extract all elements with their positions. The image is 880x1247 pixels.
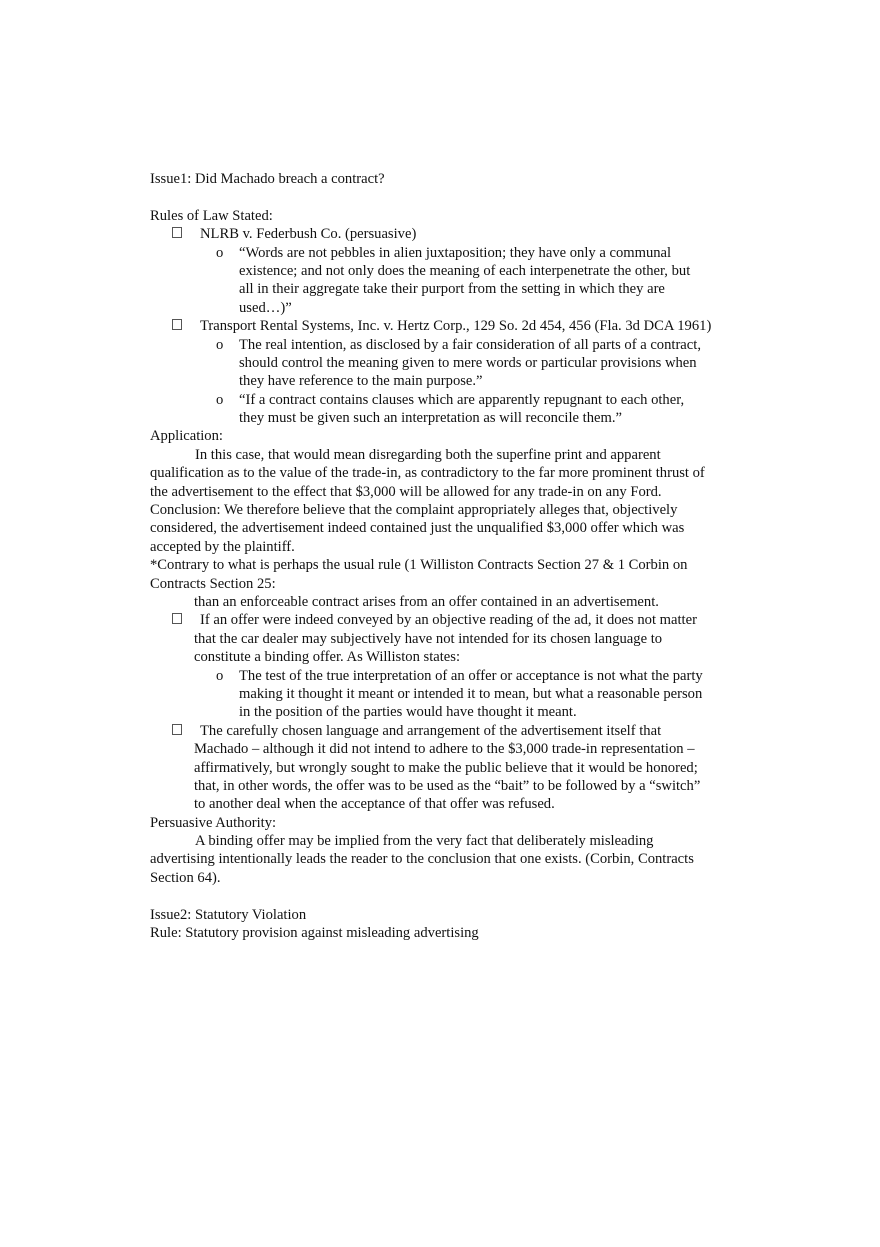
language-point-cont: affirmatively, but wrongly sought to make the public believe that it would be honored; [194,759,698,776]
williston-quote-cont: making it thought it meant or intended it to mean, but what a reasonable person [239,685,703,702]
o-bullet: o [216,336,224,353]
language-point: The carefully chosen language and arrangement of the advertisement itself that [150,722,720,740]
document-body [150,170,720,942]
contrary-text: Contracts Section 25: [150,575,276,592]
nlrb-quote: o “Words are not pebbles in alien juxtaposition; they have only a communal [216,244,672,261]
application-text: the advertisement to the effect that $3,000 will be allowed for any trade-in on any Ford. [150,483,662,500]
nlrb-quote-cont: existence; and not only does the meaning of each interpenetrate the other, but [239,262,691,279]
persuasive-text: advertising intentionally leads the reader to the conclusion that one exists. (Corbin, Contracts [150,851,694,868]
square-bullet-icon [172,317,182,335]
application-heading: Application: [150,428,223,445]
square-bullet-icon [172,225,182,243]
transport-quote-b: o “If a contract contains clauses which are apparently repugnant to each other, [216,391,685,408]
offer-point-cont: that the car dealer may subjectively have not intended for its chosen language to [194,630,663,647]
language-point-cont: Machado – although it did not intend to adhere to the $3,000 trade-in representation – [194,741,695,758]
language-point-cont: to another deal when the acceptance of that offer was refused. [194,796,555,813]
rule2-text: Rule: Statutory provision against misleading advertising [150,925,479,942]
williston-quote: o The test of the true interpretation of an offer or acceptance is not what the party [216,667,703,684]
persuasive-heading: Persuasive Authority: [150,814,277,831]
conclusion-text: Conclusion: We therefore believe that the complaint appropriately alleges that, objectively [150,502,678,519]
rule-transport: Transport Rental Systems, Inc. v. Hertz Corp., 129 So. 2d 454, 456 (Fla. 3d DCA 1961) [150,317,720,335]
nlrb-quote-cont: used…)” [239,299,292,316]
offer-point-cont: constitute a binding offer. As Williston states: [194,649,460,666]
transport-quote-a-cont: they have reference to the main purpose.” [239,373,483,390]
square-bullet-icon [172,722,182,740]
transport-quote-a-cont: should control the meaning given to mere words or particular provisions when [239,354,697,371]
persuasive-text: A binding offer may be implied from the very fact that deliberately misleading [195,833,654,850]
o-bullet: o [216,244,224,261]
persuasive-text: Section 64). [150,869,221,886]
application-text: In this case, that would mean disregarding both the superfine print and apparent [195,446,661,463]
conclusion-text: considered, the advertisement indeed contained just the unqualified $3,000 offer which was [150,520,685,537]
rule-nlrb: NLRB v. Federbush Co. (persuasive) [150,225,720,243]
offer-point: If an offer were indeed conveyed by an objective reading of the ad, it does not matter [150,611,720,629]
o-bullet: o [216,667,224,684]
issue1-heading: Issue1: Did Machado breach a contract? [150,171,385,187]
square-bullet-icon [172,611,182,629]
transport-quote-b-cont: they must be given such an interpretation as will reconcile them.” [239,410,622,427]
application-text: qualification as to the value of the trade-in, as contradictory to the far more prominent thrust of [150,465,705,482]
conclusion-text: accepted by the plaintiff. [150,538,295,555]
rules-heading: Rules of Law Stated: [150,207,273,224]
o-bullet: o [216,391,224,408]
transport-quote-a: o The real intention, as disclosed by a fair consideration of all parts of a contract, [216,336,701,353]
contrary-text: than an enforceable contract arises from an offer contained in an advertisement. [194,593,659,610]
spacer [150,188,720,206]
spacer [150,887,720,905]
contrary-text: *Contrary to what is perhaps the usual rule (1 Williston Contracts Section 27 & 1 Corbin on [150,557,688,574]
language-point-cont: that, in other words, the offer was to be used as the “bait” to be followed by a “switch” [194,777,701,794]
williston-quote-cont: in the position of the parties would have thought it meant. [239,704,577,721]
issue2-heading: Issue2: Statutory Violation [150,906,307,923]
nlrb-quote-cont: all in their aggregate take their purport from the setting in which they are [239,281,665,298]
